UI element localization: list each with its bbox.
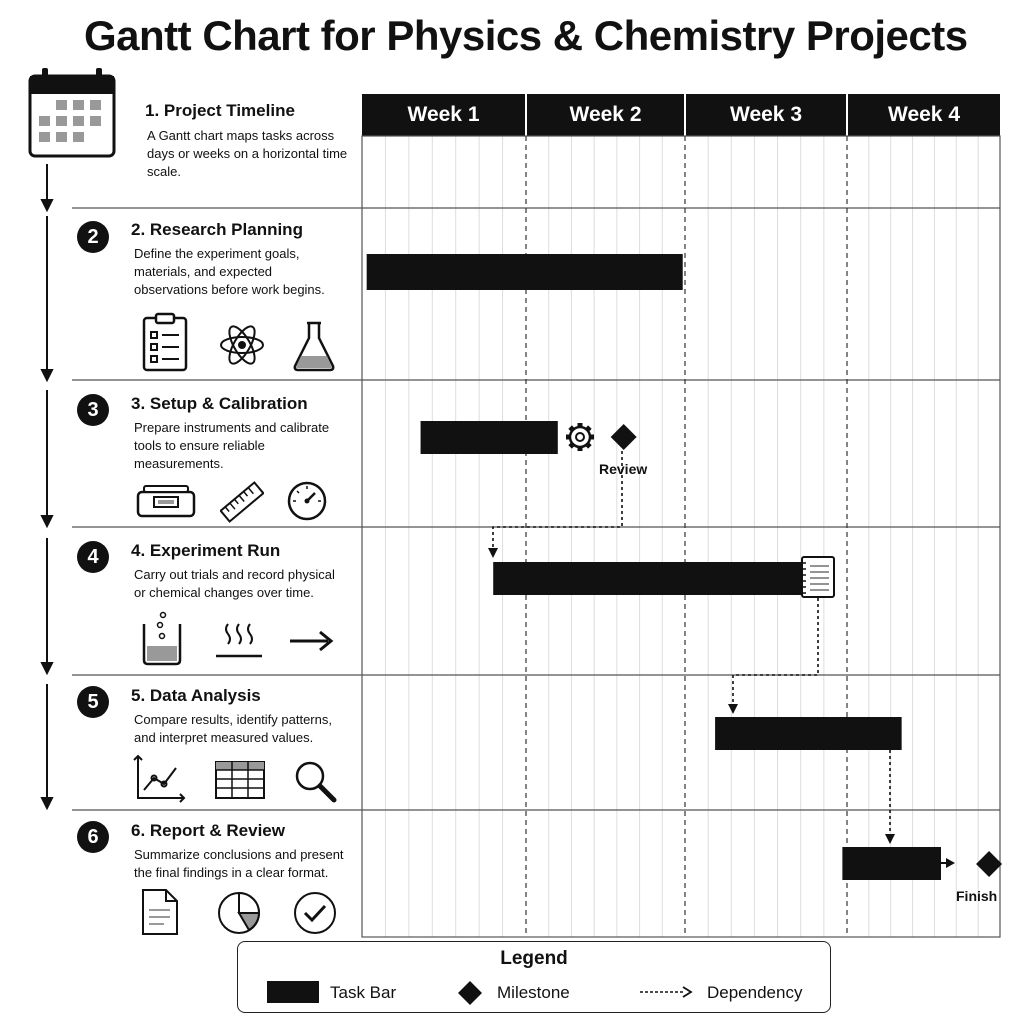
gear-icon xyxy=(566,423,594,451)
step-6-number: 6 xyxy=(77,821,109,853)
dependency-arrowhead xyxy=(488,548,498,558)
notebook-icon xyxy=(802,557,834,597)
step-3-title: 3. Setup & Calibration xyxy=(131,394,308,413)
step-2-number: 2 xyxy=(77,221,109,253)
review-milestone-label: Review xyxy=(599,461,648,477)
page-title: Gantt Chart for Physics & Chemistry Projects xyxy=(84,12,968,59)
week-3-header: Week 3 xyxy=(686,94,846,136)
legend-task-bar-label: Task Bar xyxy=(330,983,397,1002)
step-1-description: A Gantt chart maps tasks across days or weeks on a horizontal time scale. xyxy=(147,128,348,179)
step-6-description: Summarize conclusions and present the final findings in a clear format. xyxy=(134,847,344,880)
legend-milestone-label: Milestone xyxy=(497,983,570,1002)
task-bar xyxy=(421,421,558,454)
step-2-title: 2. Research Planning xyxy=(131,220,303,239)
step-2-description: Define the experiment goals, materials, and expected observations before work begins. xyxy=(134,246,325,297)
week-1-header: Week 1 xyxy=(362,94,525,136)
legend-dependency-icon xyxy=(639,985,695,999)
step-4-title: 4. Experiment Run xyxy=(131,541,281,560)
legend-dependency-label: Dependency xyxy=(707,983,803,1002)
legend-milestone-icon xyxy=(457,980,483,1006)
step-1-title: 1. Project Timeline xyxy=(145,101,295,120)
step-4-number: 4 xyxy=(77,541,109,573)
step-3-number: 3 xyxy=(77,394,109,426)
finish-milestone-label: Finish xyxy=(956,888,998,904)
week-2-header: Week 2 xyxy=(527,94,684,136)
legend-title: Legend xyxy=(500,948,568,969)
week-4-header: Week 4 xyxy=(848,94,1000,136)
step-4-description: Carry out trials and record physical or chemical changes over time. xyxy=(134,567,335,600)
task-bar xyxy=(367,254,683,290)
task-bar xyxy=(715,717,902,750)
step-6-title: 6. Report & Review xyxy=(131,821,285,840)
dependency-arrowhead xyxy=(885,834,895,844)
step-5-title: 5. Data Analysis xyxy=(131,686,261,705)
milestone-diamond xyxy=(976,851,1002,877)
legend xyxy=(237,941,831,1013)
finish-arrowhead xyxy=(946,858,955,868)
dependency-arrowhead xyxy=(728,704,738,714)
step-5-number: 5 xyxy=(77,686,109,718)
step-3-description: Prepare instruments and calibrate tools to ensure reliable measurements. xyxy=(134,420,330,471)
milestone-diamond xyxy=(611,424,637,450)
dependency-line xyxy=(733,598,818,707)
step-5-description: Compare results, identify patterns, and interpret measured values. xyxy=(134,712,332,745)
task-bar xyxy=(493,562,807,595)
legend-task-bar-swatch xyxy=(267,981,319,1003)
